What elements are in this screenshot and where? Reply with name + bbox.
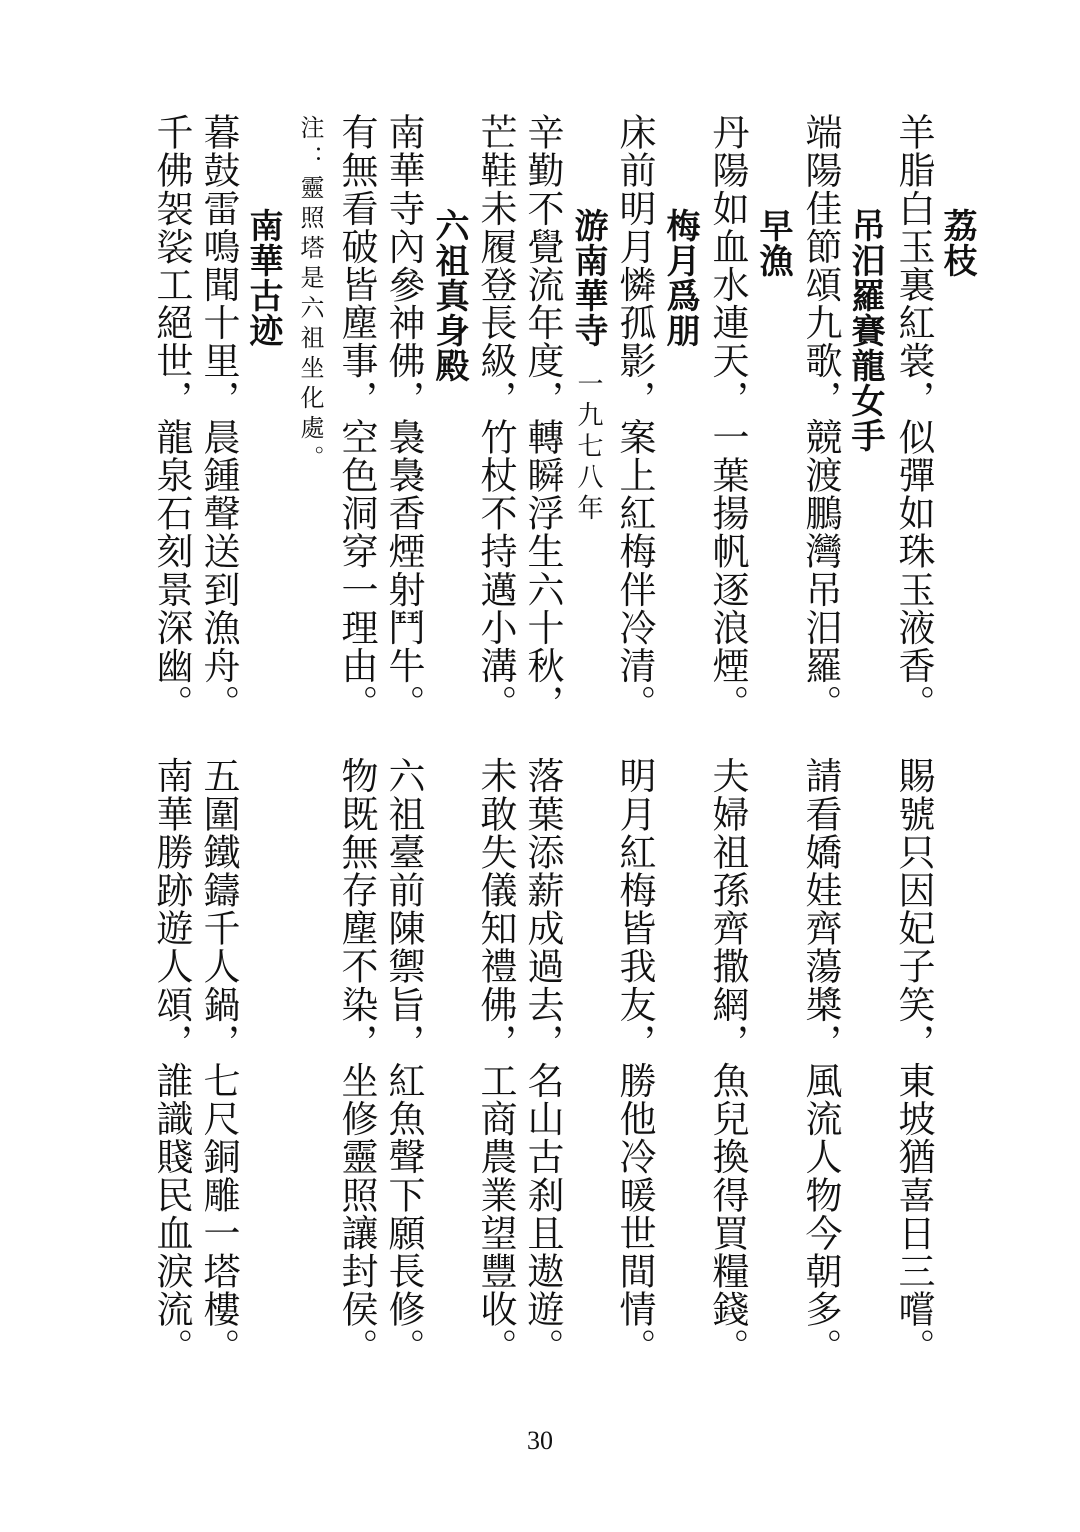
poem-line: 有無看破皆塵事，空色洞穿一理由。物既無存塵不染，坐修靈照讓封侯。 <box>335 113 378 1367</box>
poem-line: 辛勤不覺流年度，轉瞬浮生六十秋，落葉添薪成過去，名山古刹且遨遊。 <box>521 113 564 1367</box>
poem-line: 床前明月憐孤影，案上紅梅伴冷清。明月紅梅皆我友，勝他冷暖世間情。 <box>613 113 656 1367</box>
poem-title: 吊汨羅賽龍女手 <box>845 208 885 453</box>
poem-title: 梅月爲朋 <box>660 208 700 348</box>
poem-note: 注：靈照塔是六祖坐化處。 <box>296 115 324 475</box>
poem-line: 暮鼓雷鳴聞十里，晨鍾聲送到漁舟。五圍鐵鑄千人鍋，七尺銅雕一塔樓。 <box>197 113 240 1367</box>
poem-title: 游南華寺 <box>568 208 608 348</box>
poem-title: 南華古迹 <box>243 208 283 348</box>
poem-line: 南華寺內參神佛，裊裊香煙射鬥牛。六祖臺前陳禦旨，紅魚聲下願長修。 <box>382 113 425 1367</box>
poem-title: 六祖真身殿 <box>429 208 469 383</box>
page-number: 30 <box>527 1426 553 1455</box>
poem-line: 丹陽如血水連天，一葉揚帆逐浪煙。夫婦祖孫齊撒網，魚兒換得買糧錢。 <box>706 113 749 1367</box>
poem-line: 芒鞋未履登長級，竹杖不持邁小溝。未敢失儀知禮佛，工商農業望豐收。 <box>474 113 517 1367</box>
poem-title: 早漁 <box>753 208 793 278</box>
poem-title: 荔枝 <box>937 208 977 278</box>
poem-line: 羊脂白玉裏紅裳，似彈如珠玉液香。賜號只因妃子笑，東坡猶喜日三嚐。 <box>892 113 935 1367</box>
poem-date: 一九七八年 <box>573 370 603 525</box>
poem-line: 端陽佳節頌九歌，競渡鵬灣吊汨羅。請看嬌娃齊蕩槳，風流人物今朝多。 <box>799 113 842 1367</box>
poem-line: 千佛袈裟工絕世，龍泉石刻景深幽。南華勝跡遊人頌，誰識賤民血淚流。 <box>150 113 193 1367</box>
